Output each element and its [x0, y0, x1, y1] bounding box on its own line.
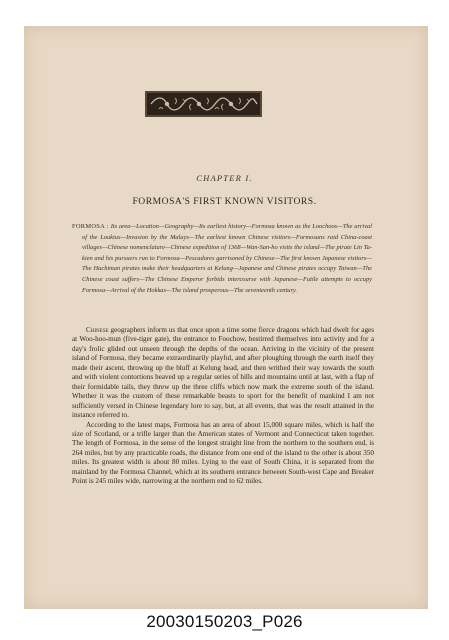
summary-text: Its area—Location—Geography—Its earliest history—Formosa known as the Loochoos—The arrival of the Loukius—Invasion by the Malays—The earliest known Chinese visitors—Formosans raid China-coast villages—Chinese nomenclature—Chinese expedition of 1368—Wan-San-ho visits the island—The pirate Lin Ta-kien and his pursuers run to Formosa—Pescadores garrisoned by Chinese—The first known Japanese visitors—The Hachiman pirates make their headquarters at Kelung—Japanese and Chinese pirates occupy Taiwan—The Chinese coast suffers—The Chinese Emperor forbids intercourse with Japanese—Futile attempts to occupy Formosa—Arrival of the Hokkas—The island prosperous—The seventeenth century. — [82, 223, 373, 294]
paragraph-1-text: geographers inform us that once upon a time some fierce dragons which had dwelt for ages at Woo-hoo-mun (five-tiger gate), the entrance to Foochow, bestirred themselves into activity and for a day's frolic glided out unseen through the depths of the ocean. Arriving in the vicinity of the present island of Formosa, they became extraordinarily playful, and after ploughing through the earth itself they made their ascent, throwing up the bluff at Kelung head, and then writhed their way towards the south and with violent contortions heaved up a regular series of hills and mountains until at last, with a flap of their formidable tails, they threw up the three cliffs which now mark the extreme south of the island. Whether it was the custom of these remarkable beasts to sport for the benefit of mankind I am not sufficiently versed in Chinese legendary lore to say, but, at all events, that was the result attained in the instance referred to. — [72, 326, 374, 420]
image-caption: 20030150203_P026 — [146, 612, 303, 631]
floral-ornament-icon — [147, 93, 260, 115]
chapter-summary — [72, 222, 372, 296]
chapter-title: FORMOSA'S FIRST KNOWN VISITORS. — [132, 196, 317, 207]
paragraph-1 — [72, 326, 374, 421]
summary-lead: FORMOSA : — [72, 223, 109, 230]
paragraph-2: According to the latest maps, Formosa has an area of about 15,000 square miles, which is half the size of Scotland, or a trifle larger than the American states of Vermont and Connecticut taken together. The length of Formosa, in the sense of the longest straight line from the northern to the southern end, is 264 miles, but by any practicable roads, the distance from one end of the island to the other is about 350 miles. Its greatest width is about 80 miles. Lying to the east of South China, it is separated from the mainland by the Formosa Channel, which at its southern entrance between South-west Cape and Breaker Point is 245 miles wide, narrowing at the northern end to 62 miles. — [72, 420, 374, 486]
body-text — [72, 326, 374, 487]
ornamental-headpiece — [145, 91, 262, 117]
chapter-heading: CHAPTER I. — [196, 173, 253, 183]
paragraph-1-first-word: Chinese — [86, 326, 109, 334]
